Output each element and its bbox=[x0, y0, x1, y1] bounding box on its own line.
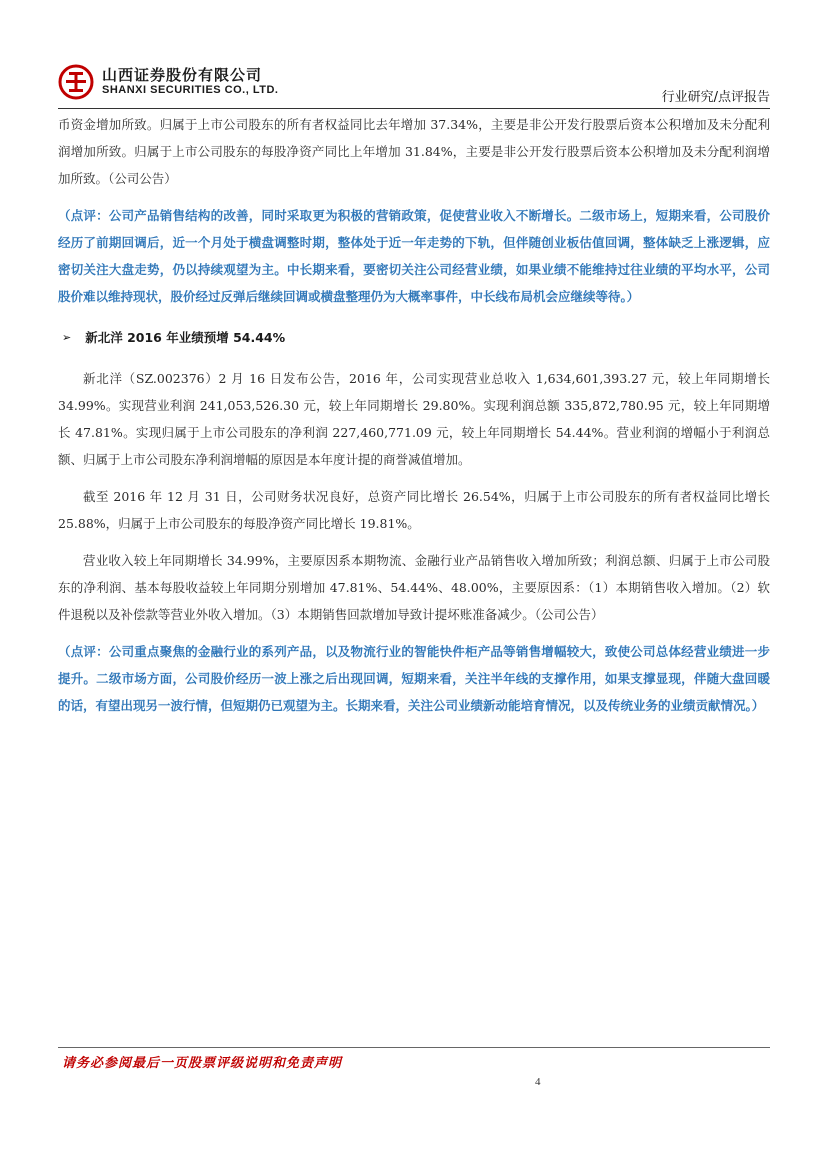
main-content bbox=[58, 111, 770, 719]
section-title: 新北洋 2016 年业绩预增 54.44% bbox=[85, 330, 286, 345]
paragraph: 营业收入较上年同期增长 34.99%，主要原因系本期物流、金融行业产品销售收入增加所致；利润总额、归属于上市公司股东的净利润、基本每股收益较上年同期分别增加 47.81%、54.44%、48.00%，主要原因系：（1）本期销售收入增加。（2）软件退税以及补偿款等营业外收入增加。（3）本期销售回款增加导致计提坏账准备减少。（公司公告） bbox=[58, 553, 770, 622]
paragraph: 截至 2016 年 12 月 31 日，公司财务状况良好，总资产同比增长 26.54%，归属于上市公司股东的所有者权益同比增长 25.88%，归属于上市公司股东的每股净资产同比增长 19.81%。 bbox=[58, 489, 770, 531]
company-name-cn: 山西证券股份有限公司 bbox=[102, 66, 263, 84]
disclaimer-notice: 请务必参阅最后一页股票评级说明和免责声明 bbox=[62, 1056, 343, 1071]
footer-divider bbox=[58, 1047, 770, 1048]
section-heading bbox=[58, 324, 770, 351]
paragraph: 新北洋（SZ.002376）2 月 16 日发布公告，2016 年，公司实现营业总收入 1,634,601,393.27 元，较上年同期增长 34.99%。实现营业利润 241,053,526.30 元，较上年同期增长 29.80%。实现利润总额 335,872,780.95 元，较上年同期增长 47.81%。实现归属于上市公司股东的净利润 227,460,771.09 元，较上年同期增长 54.44%。营业利润的增幅小于利润总额、归属于上市公司股东净利润增幅的原因是本年度计提的商誉减值增加。 bbox=[58, 371, 770, 467]
analyst-comment: （点评：公司重点聚焦的金融行业的系列产品，以及物流行业的智能快件柜产品等销售增幅较大，致使公司总体经营业绩进一步提升。二级市场方面，公司股价经历一波上涨之后出现回调，短期来看，关注半年线的支撑作用，如果支撑显现，伴随大盘回暖的话，有望出现另一波行情，但短期仍已观望为主。长期来看，关注公司业绩新动能培育情况，以及传统业务的业绩贡献情况。） bbox=[58, 644, 770, 713]
paragraph-continuation: 币资金增加所致。归属于上市公司股东的所有者权益同比去年增加 37.34%，主要是非公开发行股票后资本公积增加及未分配利润增加所致。归属于上市公司股东的每股净资产同比上年增加 31.84%，主要是非公开发行股票后资本公积增加及未分配利润增加所致。（公司公告） bbox=[58, 117, 770, 186]
header-divider bbox=[58, 108, 770, 109]
page-header bbox=[58, 58, 770, 106]
company-logo-icon bbox=[58, 64, 94, 100]
report-type: 行业研究/点评报告 bbox=[661, 90, 770, 105]
analyst-comment: （点评：公司产品销售结构的改善，同时采取更为积极的营销政策，促使营业收入不断增长。二级市场上，短期来看，公司股价经历了前期回调后，近一个月处于横盘调整时期，整体处于近一年走势的下轨，但伴随创业板估值回调，整体缺乏上涨逻辑，应密切关注大盘走势，仍以持续观望为主。中长期来看，要密切关注公司经营业绩，如果业绩不能维持过往业绩的平均水平，公司股价难以维持现状，股价经过反弹后继续回调或横盘整理仍为大概率事件，中长线布局机会应继续等待。） bbox=[58, 208, 770, 304]
arrow-bullet-icon: ➢ bbox=[62, 331, 72, 344]
page-number: 4 bbox=[535, 1076, 541, 1088]
company-name-en: SHANXI SECURITIES CO., LTD. bbox=[102, 84, 279, 96]
